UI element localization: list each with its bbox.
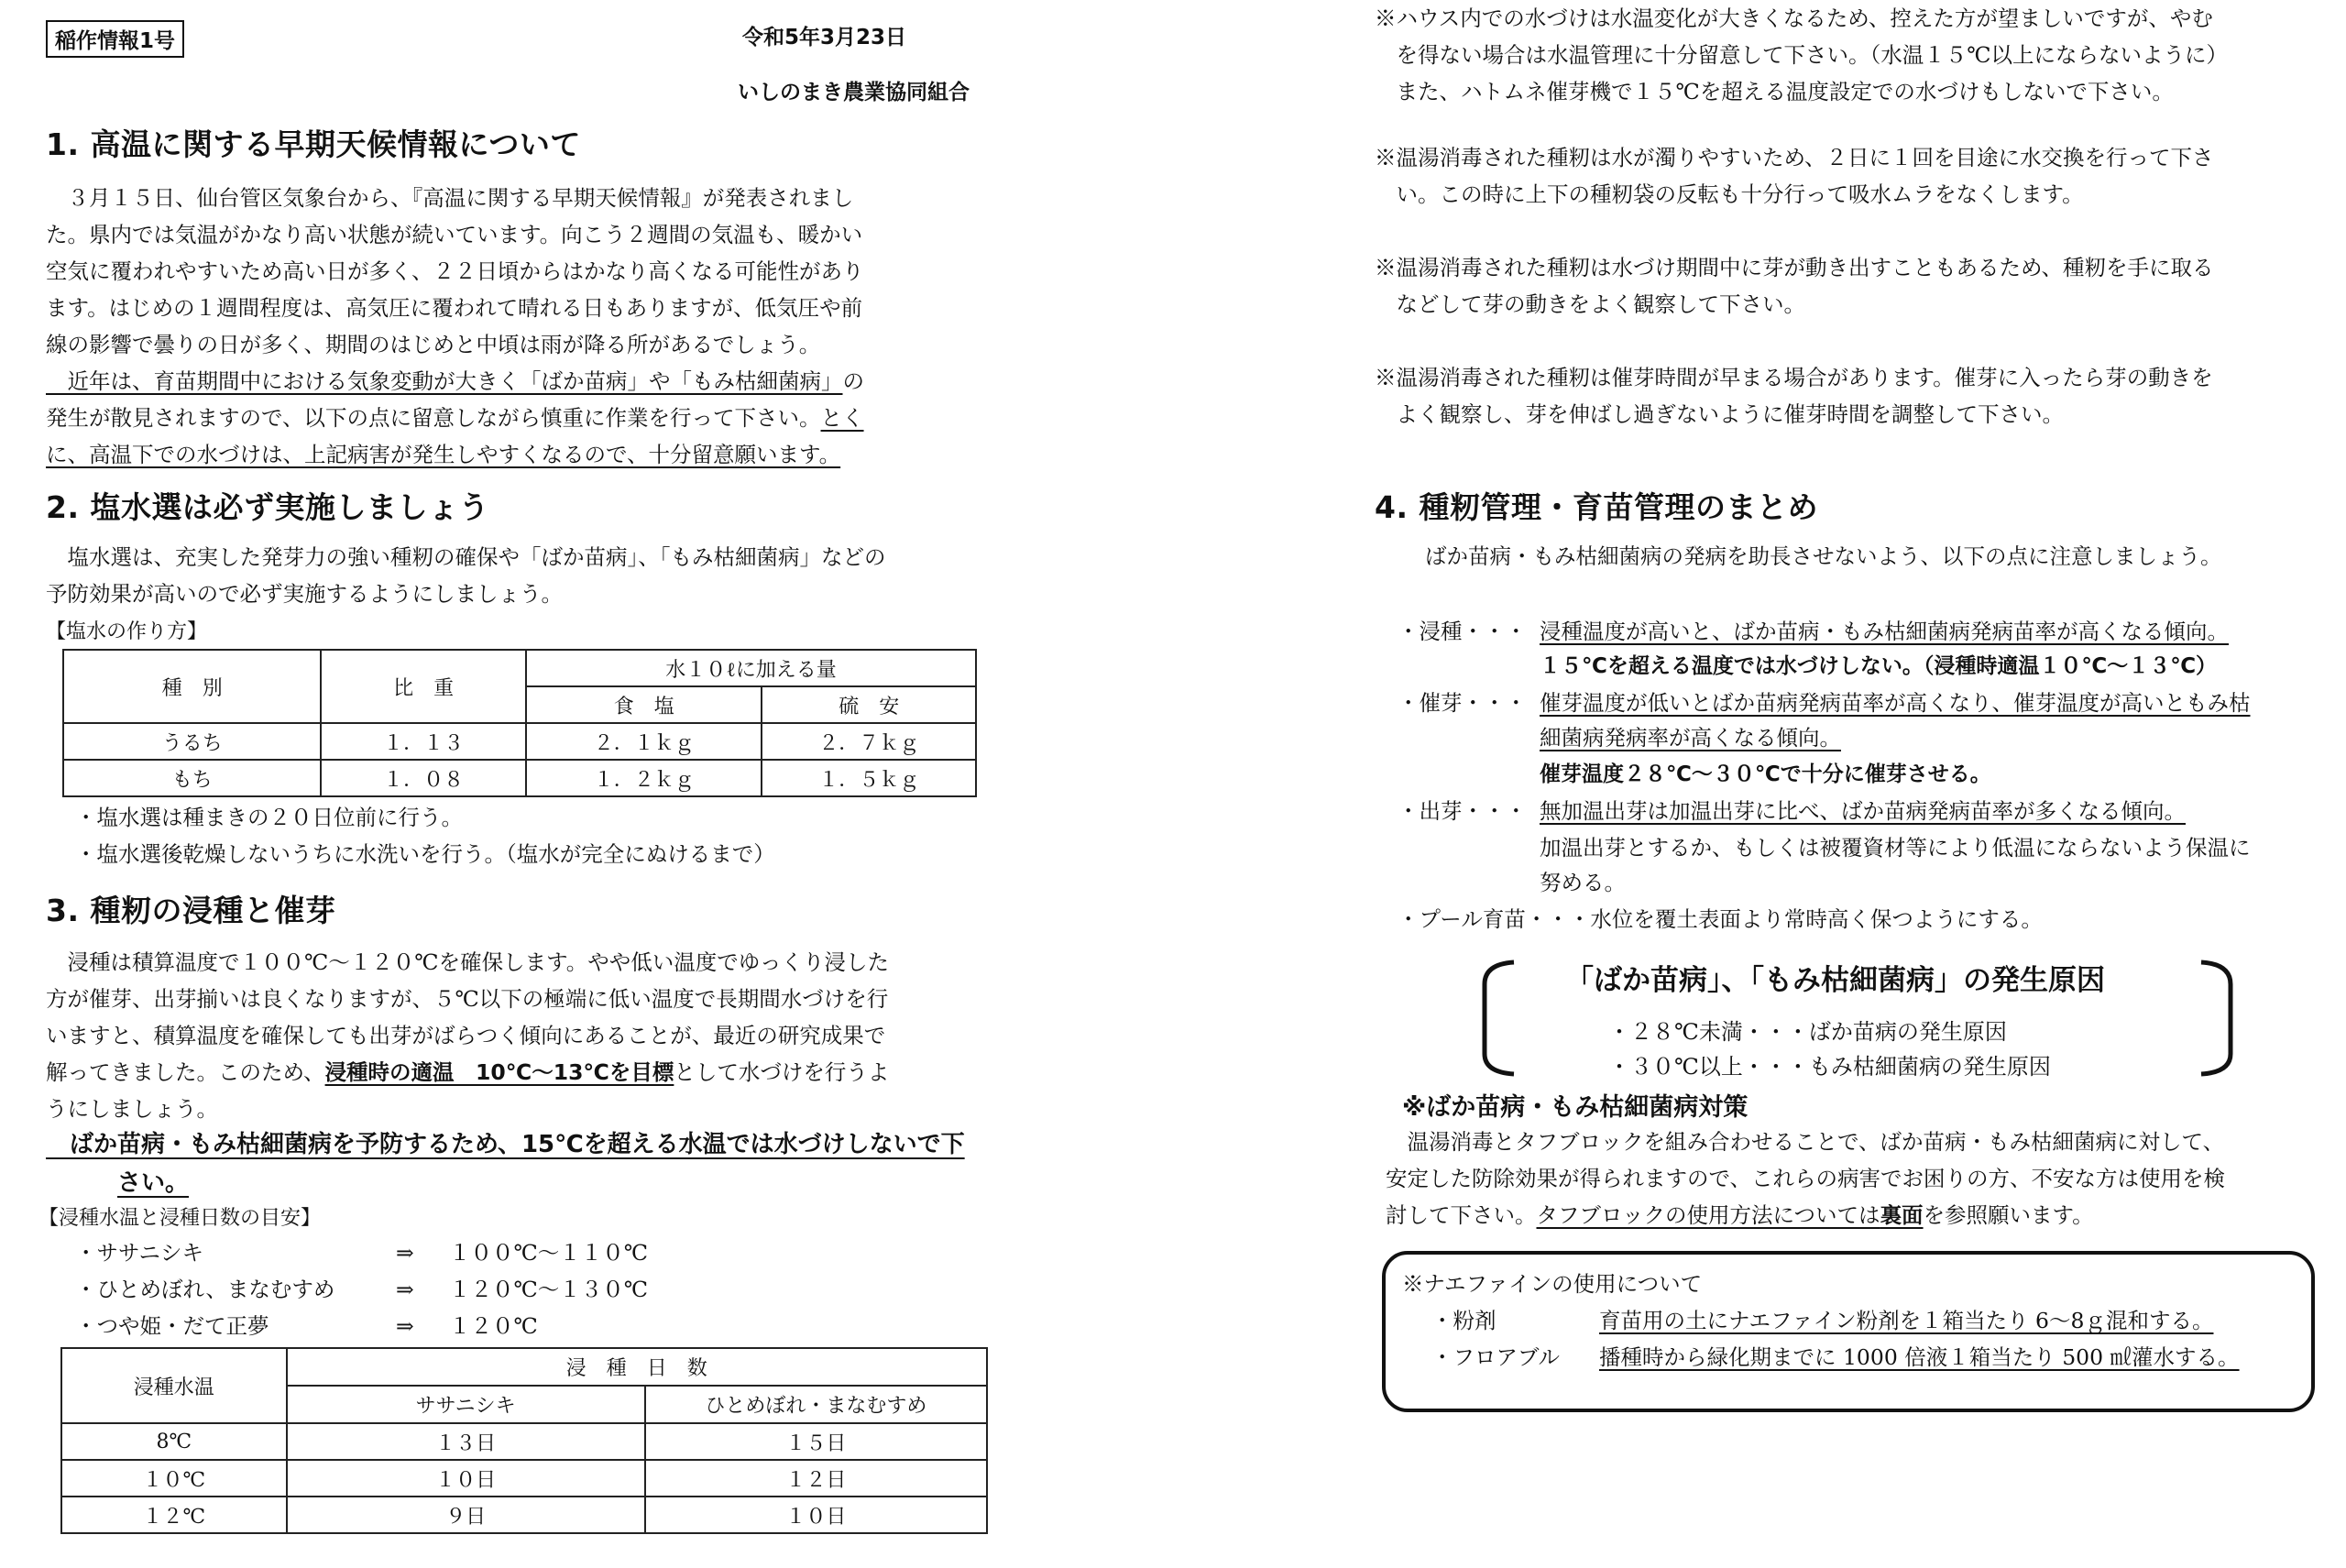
naefine-powder-label: ・粉剤 bbox=[1431, 1308, 1496, 1333]
guide-arrow: ⇒ bbox=[396, 1313, 414, 1339]
text-line: を得ない場合は水温管理に十分留意して下さい。（水温１５℃以上にならないように） bbox=[1375, 42, 2229, 68]
header-sasanishiki: ササニシキ bbox=[287, 1386, 645, 1423]
warning-line: さい。 bbox=[117, 1169, 190, 1197]
text-line: 空気に覆われやすいため高い日が多く、２２日頃からはかなり高くなる可能性があり bbox=[46, 258, 864, 284]
left-bracket bbox=[1485, 962, 1514, 1074]
note-water-exchange bbox=[1375, 139, 2332, 213]
brine-table-label: 【塩水の作り方】 bbox=[46, 620, 208, 643]
guide-value: １２０℃～１３０℃ bbox=[449, 1277, 649, 1302]
issue-date: 令和5年3月23日 bbox=[742, 26, 907, 49]
guide-value: １００℃～１１０℃ bbox=[449, 1240, 649, 1266]
header-specific-gravity: 比 重 bbox=[321, 650, 526, 723]
text-line bbox=[46, 436, 1003, 473]
underlined-text: 近年は、育苗期間中における気象変動が大きく「ばか苗病」や「もみ枯細菌病」 bbox=[46, 368, 843, 394]
text-line: 線の影響で曇りの日が多く、期間のはじめと中頃は雨が降る所があるでしょう。 bbox=[46, 332, 821, 357]
section-2-paragraph bbox=[46, 539, 1003, 612]
text-fragment: を参照願います。 bbox=[1923, 1202, 2094, 1228]
guide-arrow: ⇒ bbox=[396, 1240, 414, 1266]
countermeasure-paragraph bbox=[1386, 1124, 2339, 1234]
section-3-title: 3. 種籾の浸種と催芽 bbox=[46, 893, 336, 928]
text-line bbox=[46, 363, 1003, 400]
section-3-paragraph bbox=[46, 944, 1003, 1127]
soak-label: ・浸種・・・ bbox=[1398, 619, 1527, 644]
cell-hito: １５日 bbox=[645, 1423, 987, 1460]
cell-sg: １．０８ bbox=[321, 760, 526, 796]
text-line: た。県内では気温がかなり高い状態が続いています。向こう２週間の気温も、暖かい bbox=[46, 222, 863, 247]
text-line: などして芽の動きをよく観察して下さい。 bbox=[1375, 291, 1805, 317]
cell-temp: １２℃ bbox=[61, 1497, 287, 1533]
cell-sulfate: １．５ｋｇ bbox=[762, 760, 976, 796]
germ-note-1 bbox=[1540, 685, 2251, 720]
soak-warning bbox=[46, 1125, 965, 1202]
note-germination-time bbox=[1375, 359, 2332, 433]
section-4-title: 4. 種籾管理・育苗管理のまとめ bbox=[1375, 489, 1818, 525]
cause-title: 「ばか苗病」、「もみ枯細菌病」の発生原因 bbox=[1565, 964, 2105, 997]
header-ammonium-sulfate: 硫 安 bbox=[762, 686, 976, 723]
underlined-text: タフブロックの使用方法については bbox=[1536, 1202, 1880, 1228]
countermeasure-title: ※ばか苗病・もみ枯細菌病対策 bbox=[1402, 1093, 1749, 1122]
table-row bbox=[61, 1460, 987, 1497]
soak-days-table bbox=[60, 1347, 988, 1534]
text-line bbox=[1386, 1197, 2339, 1234]
cell-type: うるち bbox=[63, 723, 321, 760]
header-hitomebore: ひとめぼれ・まなむすめ bbox=[645, 1386, 987, 1423]
text-fragment: として水づけを行うよ bbox=[674, 1059, 890, 1085]
back-page-ref: 裏面 bbox=[1880, 1202, 1924, 1228]
text-line: ３月１５日、仙台管区気象台から、『高温に関する早期天候情報』が発表されまし bbox=[46, 185, 854, 211]
note-bud-movement bbox=[1375, 249, 2332, 323]
cell-temp: １０℃ bbox=[61, 1460, 287, 1497]
text-line bbox=[46, 400, 1003, 436]
section-1-paragraph bbox=[46, 180, 1003, 473]
warning-line: ばか苗病・もみ枯細菌病を予防するため、15℃を超える水温では水づけしないで下 bbox=[46, 1131, 965, 1158]
cell-sasa: ９日 bbox=[287, 1497, 645, 1533]
naefine-powder-note bbox=[1599, 1303, 2213, 1334]
underlined-text: 浸種温度が高いと、ばか苗病・もみ枯細菌病発病苗率が高くなる傾向。 bbox=[1540, 619, 2229, 644]
guide-row-sasanishiki bbox=[75, 1235, 203, 1270]
brine-table bbox=[62, 649, 977, 797]
guide-row-hitomebore bbox=[75, 1272, 334, 1307]
cause-1: ・２８℃未満・・・ばか苗病の発生原因 bbox=[1608, 1019, 2007, 1045]
issue-badge: 稲作情報1号 bbox=[46, 20, 184, 58]
section-4-intro: ばか苗病・もみ枯細菌病の発病を助長させないよう、以下の点に注意しましょう。 bbox=[1425, 543, 2222, 569]
underlined-text: 育苗用の土にナエファイン粉剤を１箱当たり 6～8ｇ混和する。 bbox=[1599, 1308, 2214, 1333]
brine-note-1: ・塩水選は種まきの２０日位前に行う。 bbox=[75, 805, 463, 830]
text-line: また、ハトムネ催芽機で１５℃を超える温度設定での水づけもしないで下さい。 bbox=[1375, 79, 2174, 104]
table-row bbox=[63, 723, 976, 760]
text-line: ます。はじめの１週間程度は、高気圧に覆われて晴れる日もありますが、低気圧や前 bbox=[46, 295, 863, 321]
cell-type: もち bbox=[63, 760, 321, 796]
cell-hito: １０日 bbox=[645, 1497, 987, 1533]
text-line: 塩水選は、充実した発芽力の強い種籾の確保や「ばか苗病」、「もみ枯細菌病」などの bbox=[46, 544, 886, 570]
text-line: ※温湯消毒された種籾は水づけ期間中に芽が動き出すこともあるため、種籾を手に取る bbox=[1375, 255, 2214, 280]
germ-rule: 催芽温度２８℃～３０℃で十分に催芽させる。 bbox=[1540, 762, 1991, 786]
cell-salt: １．２ｋｇ bbox=[526, 760, 762, 796]
germ-label: ・催芽・・・ bbox=[1398, 690, 1527, 716]
text-fragment: 解ってきました。このため、 bbox=[46, 1059, 325, 1085]
variety-name: ・ひとめぼれ、まなむすめ bbox=[75, 1277, 335, 1302]
text-line: 安定した防除効果が得られますので、これらの病害でお困りの方、不安な方は使用を検 bbox=[1386, 1166, 2226, 1191]
table-row bbox=[61, 1423, 987, 1460]
text-fragment: 発生が散見されますので、以下の点に留意しながら慎重に作業を行って下さい。 bbox=[46, 405, 821, 431]
emergence-line-2: 加温出芽とするか、もしくは被覆資材等により低温にならないよう保温に bbox=[1540, 835, 2251, 861]
text-line bbox=[46, 1054, 1003, 1091]
text-fragment: 討して下さい。 bbox=[1386, 1202, 1537, 1228]
header-type: 種 別 bbox=[63, 650, 321, 723]
note-house-soaking bbox=[1375, 0, 2332, 110]
underlined-text: 無加温出芽は加温出芽に比べ、ばか苗病発病苗率が多くなる傾向。 bbox=[1540, 798, 2186, 824]
cause-2: ・３０℃以上・・・もみ枯細菌病の発生原因 bbox=[1608, 1054, 2051, 1080]
text-line: よく観察し、芽を伸ばし過ぎないように催芽時間を調整して下さい。 bbox=[1375, 401, 2064, 427]
text-line: いますと、積算温度を確保しても出芽がばらつく傾向にあることが、最近の研究成果で bbox=[46, 1023, 886, 1048]
text-line: い。この時に上下の種籾袋の反転も十分行って吸水ムラをなくします。 bbox=[1375, 181, 2084, 207]
underlined-text: 細菌病発病率が高くなる傾向。 bbox=[1540, 725, 1841, 751]
header-add-amount: 水１０ℓに加える量 bbox=[526, 650, 976, 686]
table-row bbox=[63, 760, 976, 796]
soak-guide-label: 【浸種水温と浸種日数の目安】 bbox=[38, 1207, 322, 1230]
header-water-temp: 浸種水温 bbox=[61, 1348, 287, 1423]
underlined-text: 播種時から緑化期までに 1000 倍液１箱当たり 500 ㎖灌水する。 bbox=[1599, 1344, 2240, 1370]
underlined-text: に、高温下での水づけは、上記病害が発生しやすくなるので、十分留意願います。 bbox=[46, 442, 841, 467]
text-fragment: の bbox=[842, 368, 864, 394]
guide-row-tsuyahime bbox=[75, 1309, 269, 1343]
text-line: 浸種は積算温度で１００℃～１２０℃を確保します。やや低い温度でゆっくり浸した bbox=[46, 949, 889, 975]
table-row bbox=[61, 1497, 987, 1533]
text-line: 温湯消毒とタフブロックを組み合わせることで、ばか苗病・もみ枯細菌病に対して、 bbox=[1386, 1129, 2225, 1155]
variety-name: ・ササニシキ bbox=[75, 1240, 204, 1266]
underlined-text: 催芽温度が低いとばか苗病発病苗率が高くなり、催芽温度が高いともみ枯 bbox=[1540, 690, 2251, 716]
section-2-title: 2. 塩水選は必ず実施しましょう bbox=[46, 489, 489, 525]
guide-value: １２０℃ bbox=[449, 1313, 538, 1339]
naefine-flowable-label: ・フロアブル bbox=[1431, 1344, 1561, 1370]
cell-sasa: １３日 bbox=[287, 1423, 645, 1460]
cell-sg: １．１３ bbox=[321, 723, 526, 760]
right-bracket bbox=[2201, 962, 2231, 1074]
text-line: うにしましょう。 bbox=[46, 1096, 218, 1122]
soak-rule: １５℃を超える温度では水づけしない。（浸種時適温１０℃～１３℃） bbox=[1540, 654, 2218, 678]
emergence-note bbox=[1540, 794, 2186, 828]
text-line: 方が催芽、出芽揃いは良くなりますが、５℃以下の極端に低い温度で長期間水づけを行 bbox=[46, 986, 889, 1012]
text-line: 予防効果が高いので必ず実施するようにしましょう。 bbox=[46, 581, 563, 607]
header-soak-days: 浸 種 日 数 bbox=[287, 1348, 987, 1386]
variety-name: ・つや姫・だて正夢 bbox=[75, 1313, 269, 1339]
organization-name: いしのまき農業協同組合 bbox=[738, 81, 970, 104]
guide-arrow: ⇒ bbox=[396, 1277, 414, 1302]
emergence-line-3: 努める。 bbox=[1540, 870, 1626, 895]
text-line: ※温湯消毒された種籾は催芽時間が早まる場合があります。催芽に入ったら芽の動きを bbox=[1375, 365, 2213, 390]
germ-note-2 bbox=[1540, 720, 1841, 755]
cell-temp: 8℃ bbox=[61, 1423, 287, 1460]
naefine-flowable-note bbox=[1599, 1340, 2240, 1371]
pool-nursery-note: ・プール育苗・・・水位を覆土表面より常時高く保つようにする。 bbox=[1398, 906, 2043, 932]
emergence-label: ・出芽・・・ bbox=[1398, 798, 1527, 824]
text-line: ※ハウス内での水づけは水温変化が大きくなるため、控えた方が望ましいですが、やむ bbox=[1375, 5, 2213, 31]
cell-salt: ２．１ｋｇ bbox=[526, 723, 762, 760]
cell-sasa: １０日 bbox=[287, 1460, 645, 1497]
text-line: ※温湯消毒された種籾は水が濁りやすいため、２日に１回を目途に水交換を行って下さ bbox=[1375, 145, 2214, 170]
cell-hito: １２日 bbox=[645, 1460, 987, 1497]
header-salt: 食 塩 bbox=[526, 686, 762, 723]
soak-note bbox=[1540, 614, 2229, 649]
underlined-text: とく bbox=[820, 405, 864, 431]
emphasis-text: 浸種時の適温 10℃～13℃を目標 bbox=[324, 1059, 674, 1085]
cell-sulfate: ２．７ｋｇ bbox=[762, 723, 976, 760]
brine-note-2: ・塩水選後乾燥しないうちに水洗いを行う。（塩水が完全にぬけるまで） bbox=[75, 841, 775, 867]
naefine-title: ※ナエファインの使用について bbox=[1402, 1271, 1703, 1297]
section-1-title: 1. 高温に関する早期天候情報について bbox=[46, 126, 581, 162]
